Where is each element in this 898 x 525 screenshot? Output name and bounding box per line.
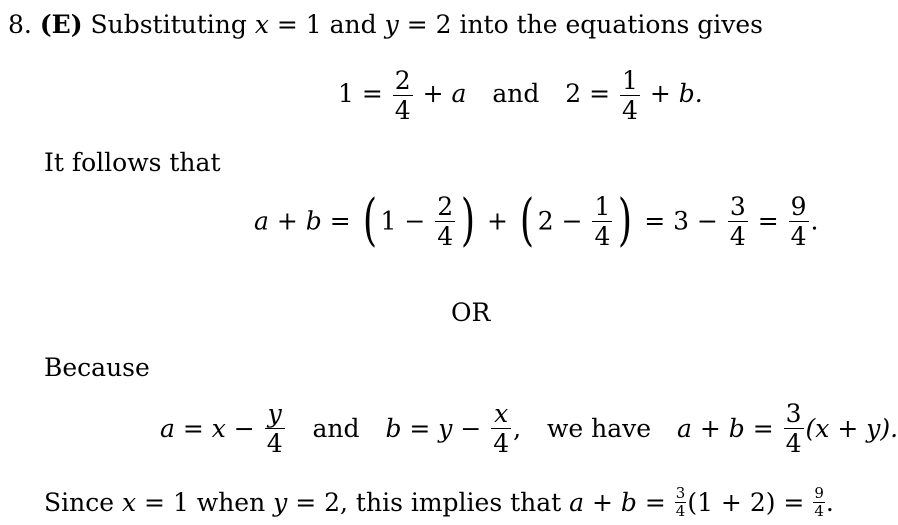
eq2-lhs: 2 =	[565, 79, 611, 108]
small-fraction-3-4	[675, 486, 687, 519]
intro-text: Substituting	[90, 10, 247, 39]
implies-text: = 2, this implies that	[295, 488, 562, 517]
right-paren: )	[618, 188, 633, 253]
eq-x-text: = 1 and	[276, 10, 377, 39]
sum-equals: a + b =	[677, 414, 774, 443]
equation-because	[160, 401, 898, 456]
x-plus-y: (x + y).	[805, 414, 898, 443]
b-equals: b = y −	[385, 414, 482, 443]
and-text: and	[312, 414, 360, 443]
eq-y-text: = 2 into the equations gives	[406, 10, 764, 39]
fraction-numerator: 3	[675, 484, 686, 502]
period: .	[825, 488, 834, 517]
fraction-numerator: 2	[437, 191, 454, 221]
equation-sum	[254, 188, 819, 253]
fraction-x-4	[491, 401, 511, 456]
conclusion	[44, 486, 834, 519]
fraction-1-4	[592, 191, 612, 251]
fraction-numerator: 1	[594, 191, 611, 221]
because-text: Because	[44, 353, 150, 382]
left-paren: (	[362, 188, 377, 253]
comma: ,	[513, 414, 522, 443]
fraction-denominator: 4	[493, 429, 510, 458]
fraction-denominator: 4	[785, 429, 802, 458]
small-fraction-9-4	[813, 486, 825, 519]
follows-text: It follows that	[44, 148, 221, 177]
eq-and: and	[492, 79, 540, 108]
fraction-y-4	[265, 401, 285, 456]
fraction-denominator: 4	[814, 502, 824, 520]
left-paren: (	[519, 188, 534, 253]
fraction-numerator: 9	[814, 484, 824, 502]
equals-sign: =	[757, 206, 779, 236]
equation-substitution	[338, 68, 703, 123]
fraction-2-4	[435, 191, 455, 251]
plus-sign: +	[486, 206, 508, 236]
eq-x-when: = 1 when	[144, 488, 266, 517]
problem-number: 8.	[8, 10, 32, 39]
fraction-numerator: x	[491, 401, 511, 429]
fraction-denominator: 4	[729, 221, 746, 251]
var-x: x	[254, 10, 269, 39]
fraction-denominator: 4	[675, 502, 686, 520]
fraction-3-4	[784, 401, 804, 456]
fraction-numerator: 3	[729, 191, 746, 221]
var-x: x	[121, 488, 137, 517]
var-y: y	[384, 10, 399, 39]
right-paren: )	[460, 188, 476, 253]
problem-statement	[8, 12, 763, 37]
since-text: Since	[44, 488, 115, 517]
we-have-text: we have	[547, 414, 652, 443]
fraction-numerator: 1	[622, 66, 638, 95]
fraction-denominator: 4	[790, 221, 807, 251]
fraction-numerator: 3	[785, 399, 802, 428]
equals-3-minus: = 3 −	[644, 206, 718, 236]
fraction-numerator: 2	[394, 66, 411, 95]
one-plus-two: (1 + 2) =	[687, 488, 805, 517]
fraction-denominator: 4	[266, 429, 283, 458]
term-2: 2 −	[537, 206, 583, 236]
eq1-lhs: 1 =	[338, 79, 383, 108]
fraction-9-4	[789, 191, 809, 251]
var-y: y	[273, 488, 288, 517]
fraction-denominator: 4	[594, 221, 611, 251]
term-1: 1 −	[380, 206, 426, 236]
fraction-numerator: 9	[790, 191, 807, 221]
or-text: OR	[451, 298, 491, 327]
fraction-2-4	[393, 68, 413, 123]
fraction-denominator: 4	[622, 96, 638, 125]
answer-label: (E)	[39, 10, 83, 39]
sum-lhs: a + b =	[254, 206, 351, 236]
fraction-denominator: 4	[437, 221, 454, 251]
fraction-numerator: y	[265, 401, 285, 429]
sum-equals: a + b =	[569, 488, 666, 517]
eq1-plus-a: + a	[422, 79, 467, 108]
period: .	[810, 206, 819, 236]
eq2-plus-b: + b.	[649, 79, 703, 108]
a-equals: a = x −	[160, 414, 255, 443]
fraction-3-4	[728, 191, 748, 251]
fraction-1-4	[620, 68, 640, 123]
fraction-denominator: 4	[394, 96, 411, 125]
